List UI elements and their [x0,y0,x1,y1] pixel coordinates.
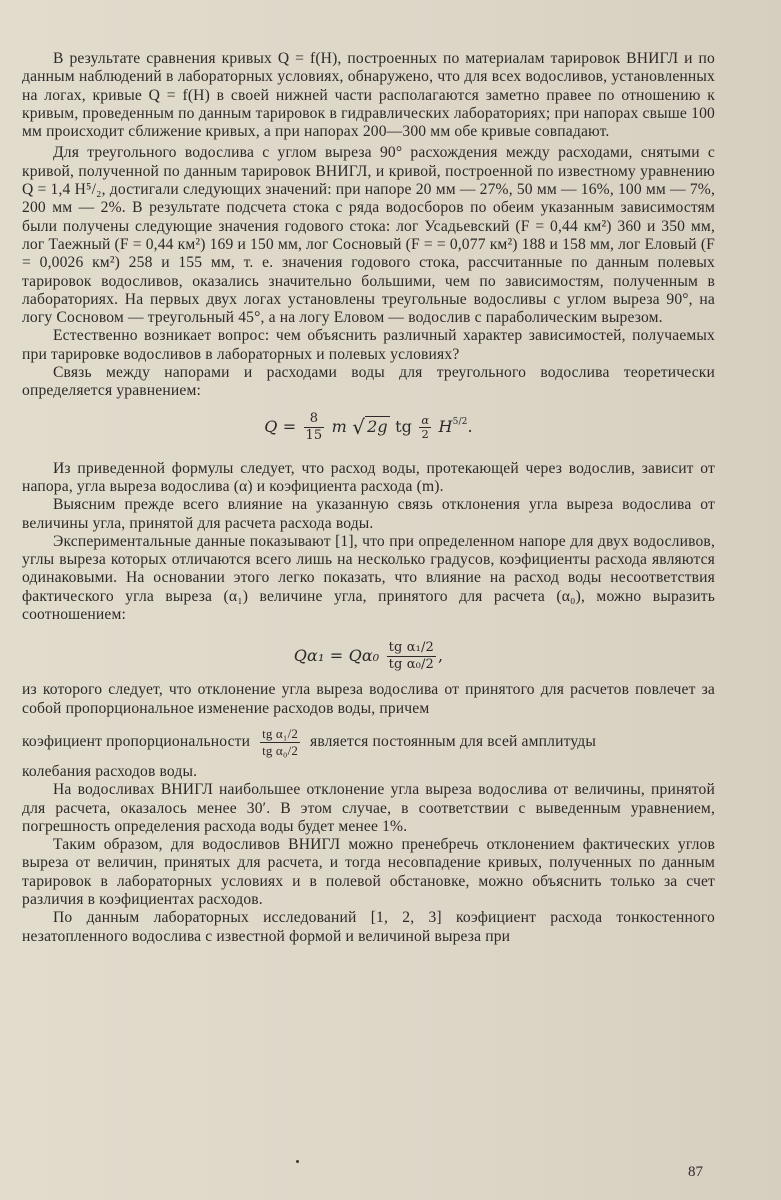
coefficient-numerator: 8 [304,411,325,428]
formula2-end: , [437,646,444,666]
proportionality-line [22,726,715,759]
half-angle-fraction [419,414,431,441]
tangent-ratio-denominator: tg α₀/2 [388,657,434,673]
page-number: 87 [688,1164,703,1180]
weir-discharge-formula [22,411,715,444]
coefficient-fraction [304,411,325,444]
angle-correction-formula [22,640,715,673]
paragraph-6: Выясним прежде всего влияние на указанную связь отклонения угла выреза водослива от величины угла, принятой для расчета расхода воды. [22,496,715,532]
proportionality-denominator: tg α₀/2 [262,742,298,758]
paragraph-7: Экспериментальные данные показывают [1], что при определенном напоре для двух водосливов, углы выреза которых отличаются всего лишь на несколько градусов, коэфициенты расхода являются одинаковыми. На основании этого легко показать, что влияние на расход воды несоответствия фактического угла выреза (α₁) величине угла, принятого для расчета (α₀), можно выразить соотношением: [22,532,715,624]
head-exponent: 5/2 [452,416,468,427]
proportionality-text: коэфициент пропорциональности [22,733,251,751]
tangent-symbol: tg [395,416,413,436]
angle-numerator: α [421,412,430,427]
discharge-coefficient-symbol: m [331,416,347,436]
print-speck [296,1160,299,1163]
paragraph-8: из которого следует, что отклонение угла выреза водослива от принятого для расчетов повлечет за собой пропорциональное изменение расходов воды, причем [22,681,715,717]
proportionality-text-end: является постоянным для всей амплитуды [310,733,596,751]
formula-end: . [467,416,473,436]
paragraph-11: На водосливах ВНИГЛ наибольшее отклонение угла выреза водослива от величины, принятой для расчета, оказалось менее 30′. В этом случае, в соответствии с выведенным уравнением, погрешность определения расхода воды будет менее 1%. [22,781,715,835]
sqrt-argument: 2g [367,416,388,436]
formula2-lhs: Qα₁ = Qα₀ [293,646,380,666]
paragraph-5: Из приведенной формулы следует, что расход воды, протекающей через водослив, зависит от напора, угла выреза водослива (α) и коэфициента расхода (m). [22,459,715,495]
paragraph-3: Естественно возникает вопрос: чем объяснить различный характер зависимостей, получаемых при тарировке водосливов в лабораторных и полевых условиях? [22,327,715,363]
tangent-ratio-numerator: tg α₁/2 [388,640,434,656]
coefficient-denominator: 15 [305,427,323,443]
tangent-ratio-fraction [387,640,436,673]
paragraph-10: колебания расходов воды. [22,762,198,780]
proportionality-numerator: tg α₁/2 [262,725,298,741]
paragraph-4: Связь между напорами и расходами воды для треугольного водослива теоретически определяется уравнением: [22,364,715,400]
sqrt-icon: √ [352,414,366,439]
proportionality-fraction [260,726,300,759]
formula-lhs: Q = [264,416,297,436]
body-text [22,50,715,946]
head-symbol: H [438,416,453,436]
paragraph-13: По данным лабораторных исследований [1, 2, 3] коэфициент расхода тонкостенного незатопленного водослива с известной формой и величиной выреза при [22,909,715,945]
paragraph-1: В результате сравнения кривых Q = f(H), построенных по материалам тарировок ВНИГЛ и по данным наблюдений в лабораторных условиях, обнаружено, что для всех водосливов, установленных на логах, кривые Q = f(H) в своей нижней части располагаются заметно правее по отношению к кривым, проведенным по данным тарировок в гидравлических лабораториях; при напорах свыше 100 мм происходит сближение кривых, а при напорах 200—300 мм обе кривые совпадают. [22,50,715,141]
paragraph-2: Для треугольного водослива с углом выреза 90° расхождения между расходами, снятыми с кривой, полученной по данным тарировок ВНИГЛ, и кривой, построенной по известному уравнению Q = 1,4 H⁵/₂, достигали следующих значений: при напоре 20 мм — 27%, 50 мм — 16%, 100 мм — 7%, 200 мм — 2%. В результате подсчета стока с ряда водосборов по обеим указанным зависимостям были получены следующие значения годового стока: лог Усадьевский (F = 0,44 км²) 360 и 350 мм, лог Таежный (F = 0,44 км²) 169 и 150 мм, лог Сосновый (F = = 0,077 км²) 188 и 158 мм, лог Еловый (F = 0,0026 км²) 258 и 155 мм, т. е. значения годового стока, рассчитанные по данным полевых тарировок водосливов, оказались значительно большими, чем по зависимостям, полученным в лабораториях. На первых двух логах установлены треугольные водосливы с углом выреза 90°, на логу Сосновом — треугольный 45°, а на логу Еловом — водослив с параболическим вырезом. [22,144,715,327]
angle-denominator: 2 [421,426,429,441]
paragraph-12: Таким образом, для водосливов ВНИГЛ можно пренебречь отклонением фактических углов выреза от величин, принятых для расчета, и тогда несовпадение кривых, полученных по данным тарировок в лабораторных условиях и в полевой обстановке, можно объяснить только за счет различия в коэфициентах расходов. [22,836,715,908]
